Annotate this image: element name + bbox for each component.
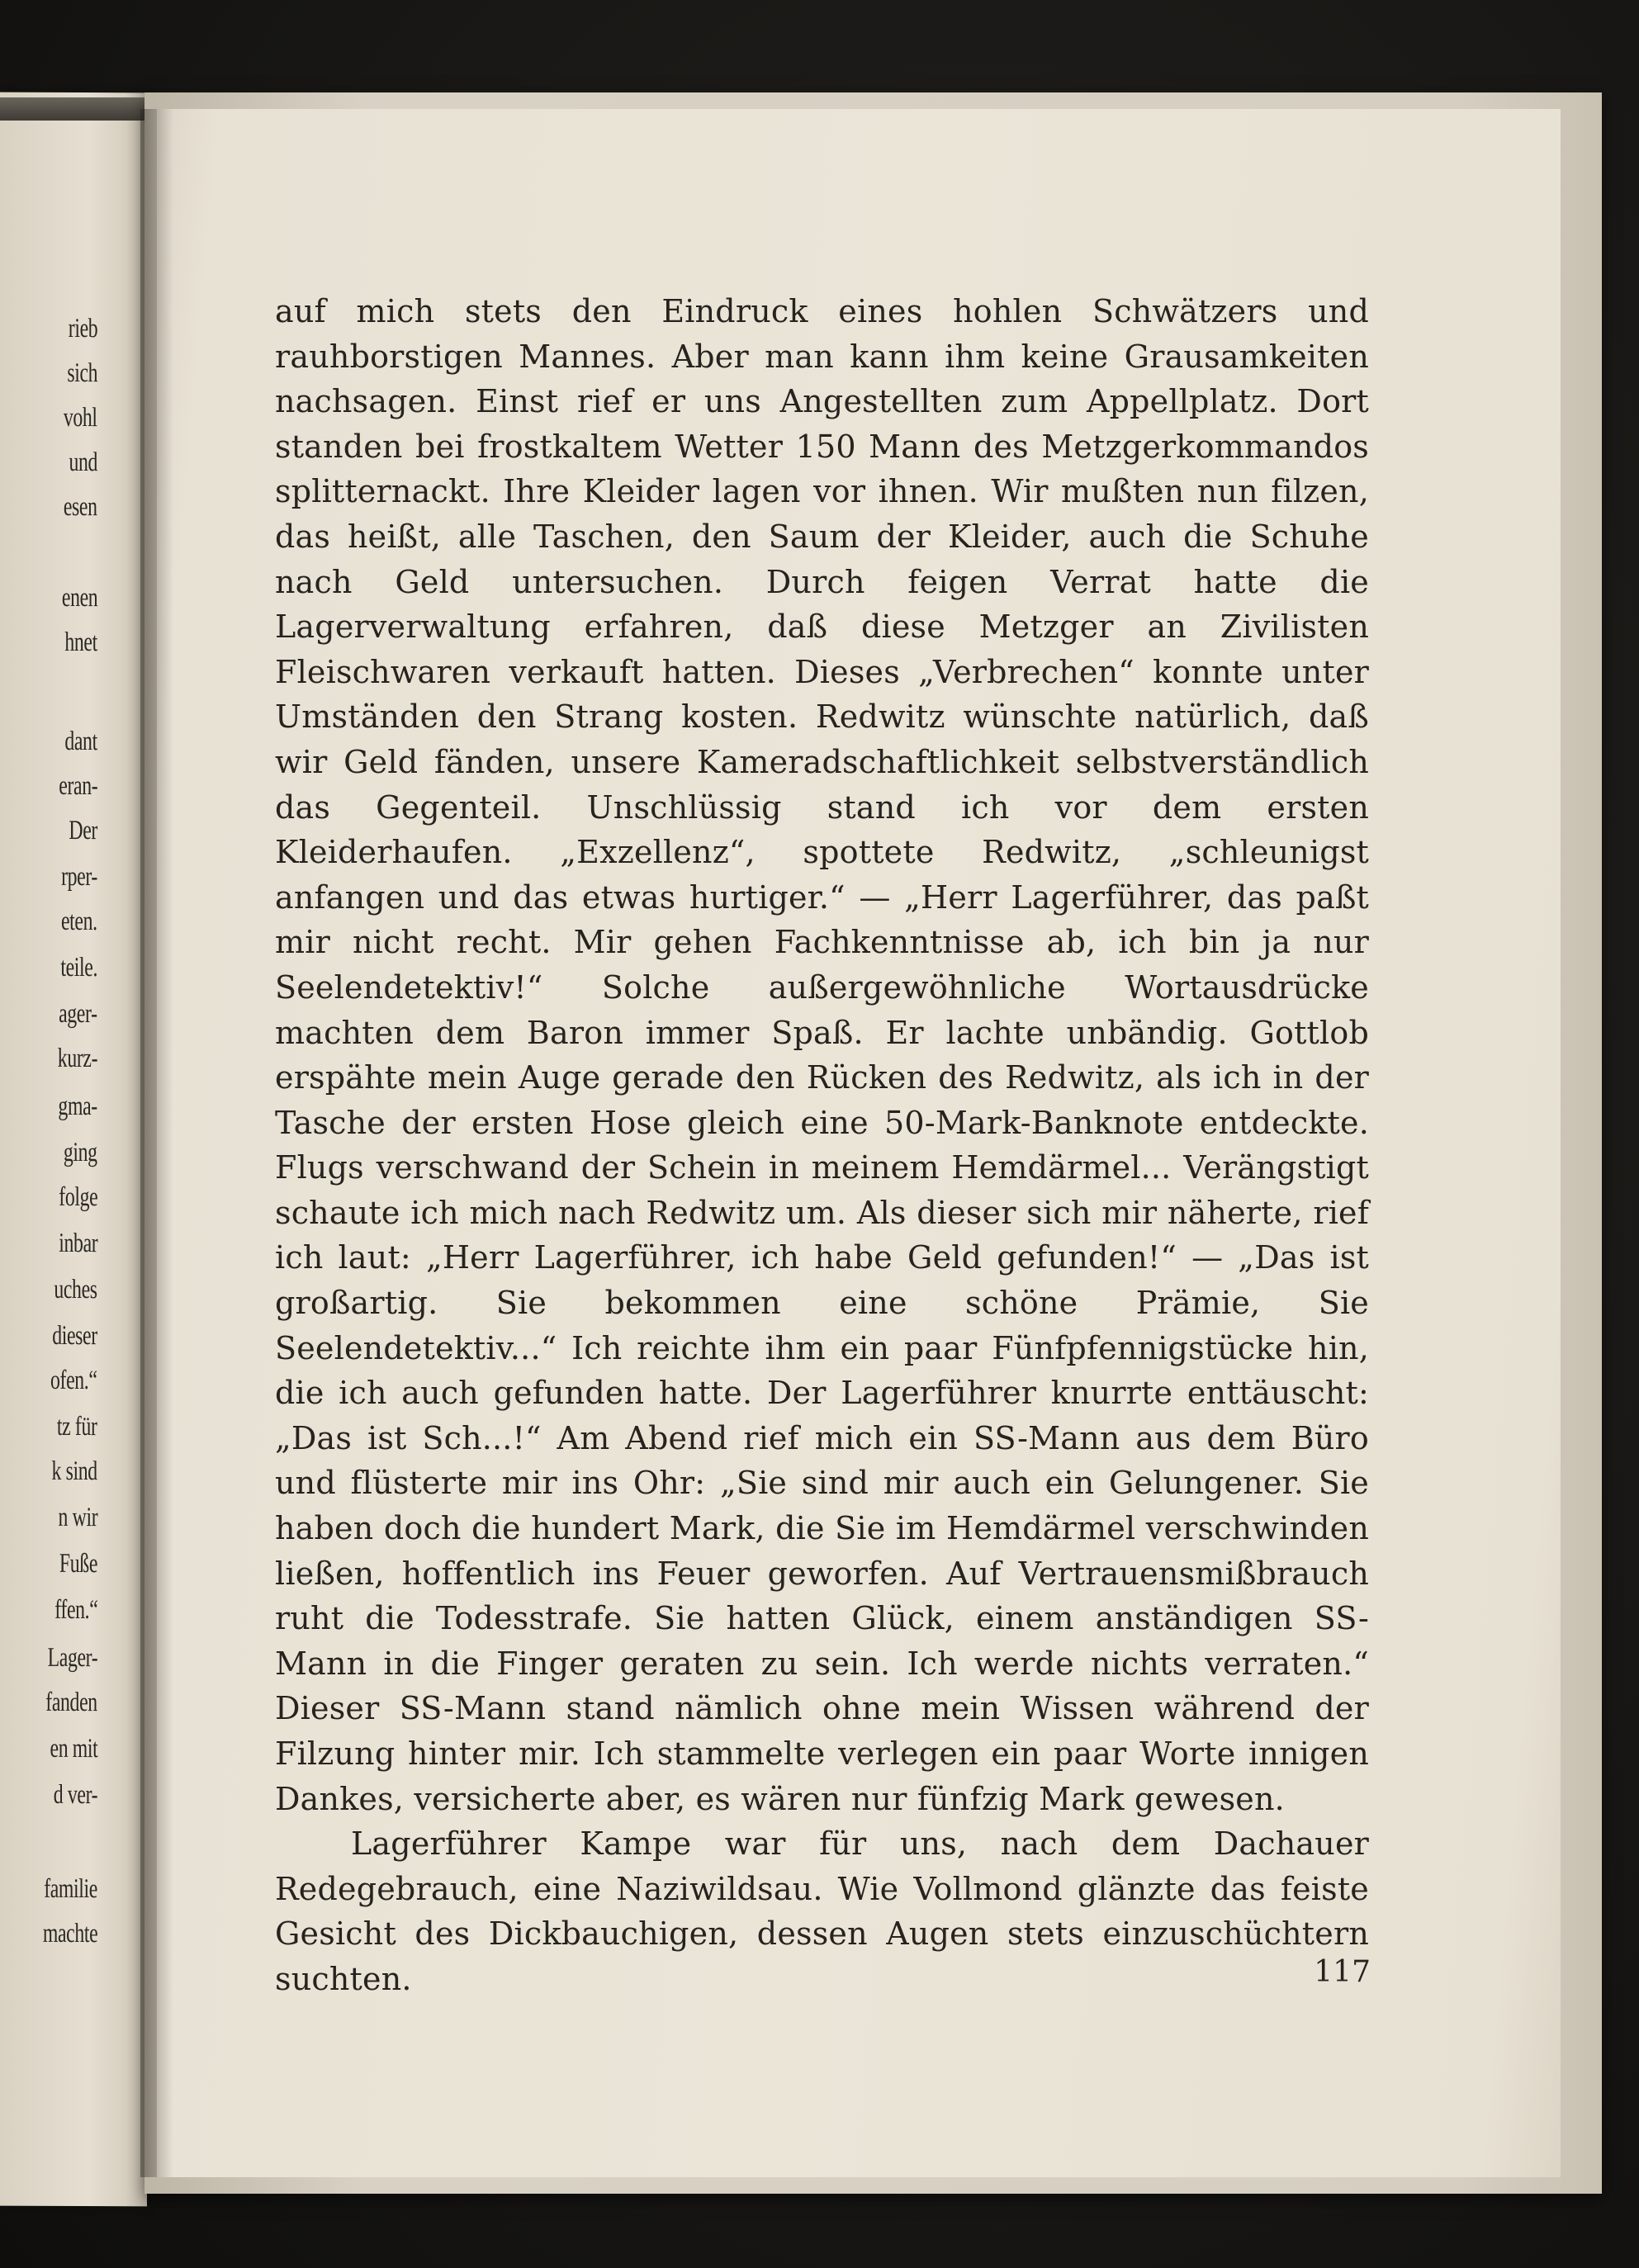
left-page-fragment: rieb bbox=[68, 313, 97, 344]
left-page-fragment: gma- bbox=[58, 1091, 97, 1122]
page-body-text bbox=[275, 289, 1369, 2002]
left-page-fragment: kurz- bbox=[57, 1043, 97, 1074]
left-page-fragment: ging bbox=[64, 1137, 97, 1168]
left-page-fragment: d ver- bbox=[53, 1779, 97, 1811]
left-page-fragment: dieser bbox=[52, 1320, 97, 1352]
paragraph-1: auf mich stets den Eindruck eines hohlen Schwätzers und rauhborstigen Mannes. Aber man kann ihm keine Grausamkeiten nachsagen. Einst rief er uns Angestellten zum Appellplatz. Dort standen bei frostkaltem Wetter 150 Mann des Metzgerkommandos splitternackt. Ihre Kleider lagen vor ihnen. Wir mußten nun filzen, das heißt, alle Taschen, den Saum der Kleider, auch die Schuhe nach Geld untersuchen. Durch feigen Verrat hatte die Lagerverwaltung erfahren, daß diese Metzger an Zivilisten Fleischwaren verkauft hatten. Dieses „Verbrechen“ konnte unter Umständen den Strang kosten. Redwitz wünschte natürlich, daß wir Geld fänden, unsere Kameradschaftlichkeit selbstverständlich das Gegenteil. Unschlüssig stand ich vor dem ersten Kleiderhaufen. „Exzellenz“, spottete Redwitz, „schleunigst anfangen und das etwas hurtiger.“ — „Herr Lagerführer, das paßt mir nicht recht. Mir gehen Fachkenntnisse ab, ich bin ja nur Seelendetektiv!“ Solche außergewöhnliche Wortausdrücke machten dem Baron immer Spaß. Er lachte unbändig. Gottlob erspähte mein Auge gerade den Rücken des Redwitz, als ich in der Tasche der ersten Hose gleich eine 50-Mark-Banknote entdeckte. Flugs verschwand der Schein in meinem Hemdärmel... Verängstigt schaute ich mich nach Redwitz um. Als dieser sich mir näherte, rief ich laut: „Herr Lagerführer, ich habe Geld gefunden!“ — „Das ist großartig. Sie bekommen eine schöne Prämie, Sie Seelendetektiv...“ Ich reichte ihm ein paar Fünfpfennigstücke hin, die ich auch gefunden hatte. Der Lagerführer knurrte enttäuscht: „Das ist Sch...!“ Am Abend rief mich ein SS-Mann aus dem Büro und flüsterte mir ins Ohr: „Sie sind mir auch ein Gelungener. Sie haben doch die hundert Mark, die Sie im Hemdärmel verschwinden ließen, hoffentlich ins Feuer geworfen. Auf Vertrauensmißbrauch ruht die Todesstrafe. Sie hatten Glück, einem anständigen SS-Mann in die Finger geraten zu sein. Ich werde nichts verraten.“ Dieser SS-Mann stand nämlich ohne mein Wissen während der Filzung hinter mir. Ich stammelte verlegen ein paar Worte innigen Dankes, versicherte aber, es wären nur fünfzig Mark gewesen. bbox=[275, 293, 1369, 1817]
left-page-fragment: n wir bbox=[58, 1502, 97, 1533]
left-page-fragment: ofen.“ bbox=[50, 1365, 97, 1396]
left-page-fragment: tz für bbox=[57, 1411, 97, 1442]
left-page-fragment: enen bbox=[61, 582, 97, 613]
left-page-fragment: inbar bbox=[58, 1228, 97, 1259]
page-number: 117 bbox=[1314, 1955, 1371, 1989]
left-page-fragment: Lager- bbox=[47, 1642, 97, 1674]
left-page-fragment: eten. bbox=[61, 906, 97, 937]
paragraph-2: Lagerführer Kampe war für uns, nach dem Dachauer Redegebrauch, eine Naziwildsau. Wie Vollmond glänzte das feiste Gesicht des Dickbauchigen, dessen Augen stets einzuschüchtern suchten. bbox=[275, 1825, 1369, 1997]
left-page-fragment: hnet bbox=[64, 627, 97, 658]
left-page-fragment: uches bbox=[54, 1274, 97, 1305]
left-page-fragment: ffen.“ bbox=[54, 1594, 97, 1626]
left-page-fragment: vohl bbox=[64, 402, 97, 433]
left-facing-page bbox=[0, 92, 147, 2207]
left-page-fragment: teile. bbox=[60, 952, 97, 983]
left-page-fragment: k sind bbox=[51, 1456, 97, 1487]
left-page-fragment: Fuße bbox=[59, 1548, 97, 1579]
left-page-fragment: eran- bbox=[58, 770, 97, 802]
gutter-shadow bbox=[140, 109, 173, 2177]
left-page-fragment: und bbox=[69, 447, 97, 478]
left-page-fragment: familie bbox=[44, 1873, 97, 1905]
left-page-fragment: sich bbox=[67, 357, 97, 389]
left-page-fragment: folge bbox=[58, 1181, 97, 1213]
left-page-fragment: ager- bbox=[59, 998, 97, 1030]
left-page-fragment: fanden bbox=[45, 1687, 97, 1718]
left-page-fragment: rper- bbox=[61, 861, 97, 893]
left-page-fragment: en mit bbox=[50, 1733, 97, 1764]
left-page-fragment: machte bbox=[42, 1918, 97, 1949]
left-page-fragment: esen bbox=[64, 491, 97, 523]
left-page-fragment: dant bbox=[64, 726, 97, 757]
left-page-fragment: Der bbox=[69, 815, 97, 846]
